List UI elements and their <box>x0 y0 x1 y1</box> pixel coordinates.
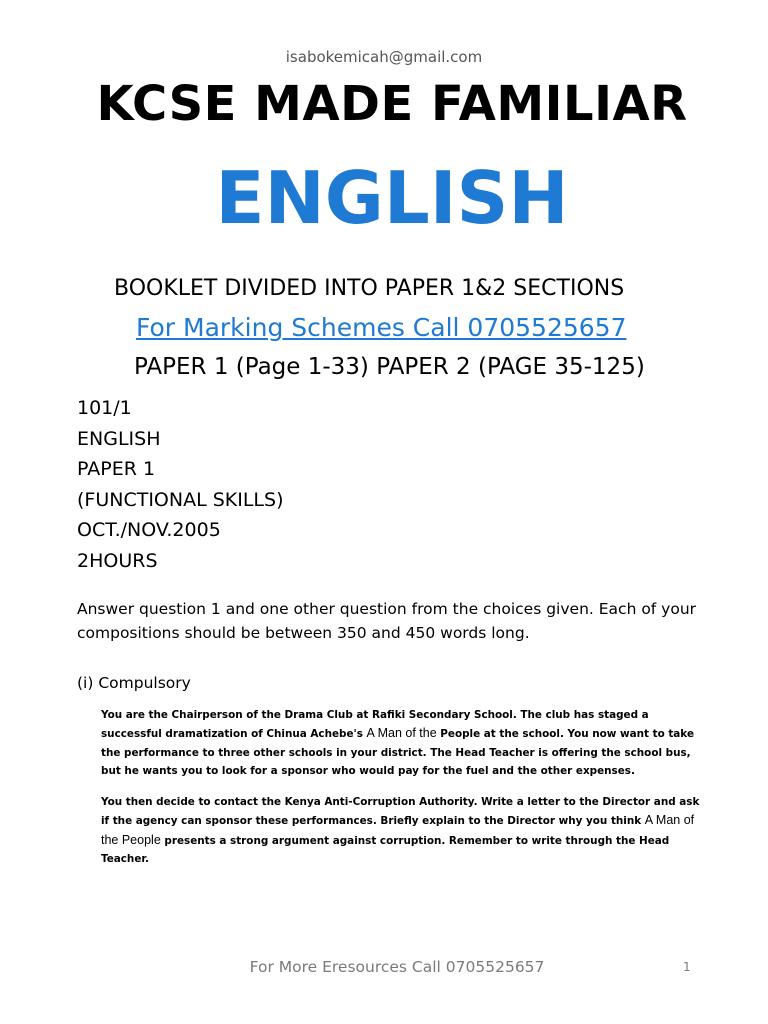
paper-code: 101/1 <box>77 397 132 419</box>
footer-note: For More Eresources Call 0705525657 <box>249 958 545 976</box>
question-paragraph-1 <box>101 706 701 780</box>
paper-type: (FUNCTIONAL SKILLS) <box>77 488 284 511</box>
section-heading: (i) Compulsory <box>77 674 191 692</box>
page-number: 1 <box>683 960 691 974</box>
question-paragraph-2 <box>101 793 701 868</box>
para1-text-b: People at the school. You now want to take the performance to three other schools in your district. The Head Teacher is offering the school bus, but he wants you to look for a sponsor who would pay for the fuel and the other expenses. <box>101 728 694 777</box>
paper-subject: ENGLISH <box>77 427 161 450</box>
marking-schemes-link[interactable]: For Marking Schemes Call 0705525657 <box>136 313 627 342</box>
pages-note: PAPER 1 (Page 1-33) PAPER 2 (PAGE 35-125) <box>134 354 645 380</box>
book-title-b: A Man of the People <box>101 813 695 847</box>
para2-text-b: presents a strong argument against corruption. Remember to write through the Head Teacher. <box>101 834 670 865</box>
paper-number: PAPER 1 <box>77 458 156 480</box>
author-email: isabokemicah@gmail.com <box>285 48 483 66</box>
paper-duration: 2HOURS <box>77 549 158 572</box>
para1-text-a: You are the Chairperson of the Drama Club at Rafiki Secondary School. The club has staged a successful dramatization of Chinua Achebe's <box>101 709 649 741</box>
paper-date: OCT./NOV.2005 <box>77 519 221 541</box>
subject-title: ENGLISH <box>215 156 569 240</box>
booklet-note: BOOKLET DIVIDED INTO PAPER 1&2 SECTIONS <box>114 276 625 301</box>
main-title: KCSE MADE FAMILIAR <box>96 76 688 132</box>
para2-text-a: You then decide to contact the Kenya Anti-Corruption Authority. Write a letter to the Director and ask if the agency can sponsor these performances. Briefly explain to the Director why you think <box>101 796 700 828</box>
exam-instructions: Answer question 1 and one other question from the choices given. Each of your compositions should be between 350 and 450 words long. <box>77 600 697 642</box>
book-title-a: A Man of the <box>366 726 437 741</box>
paper-info <box>77 393 284 576</box>
